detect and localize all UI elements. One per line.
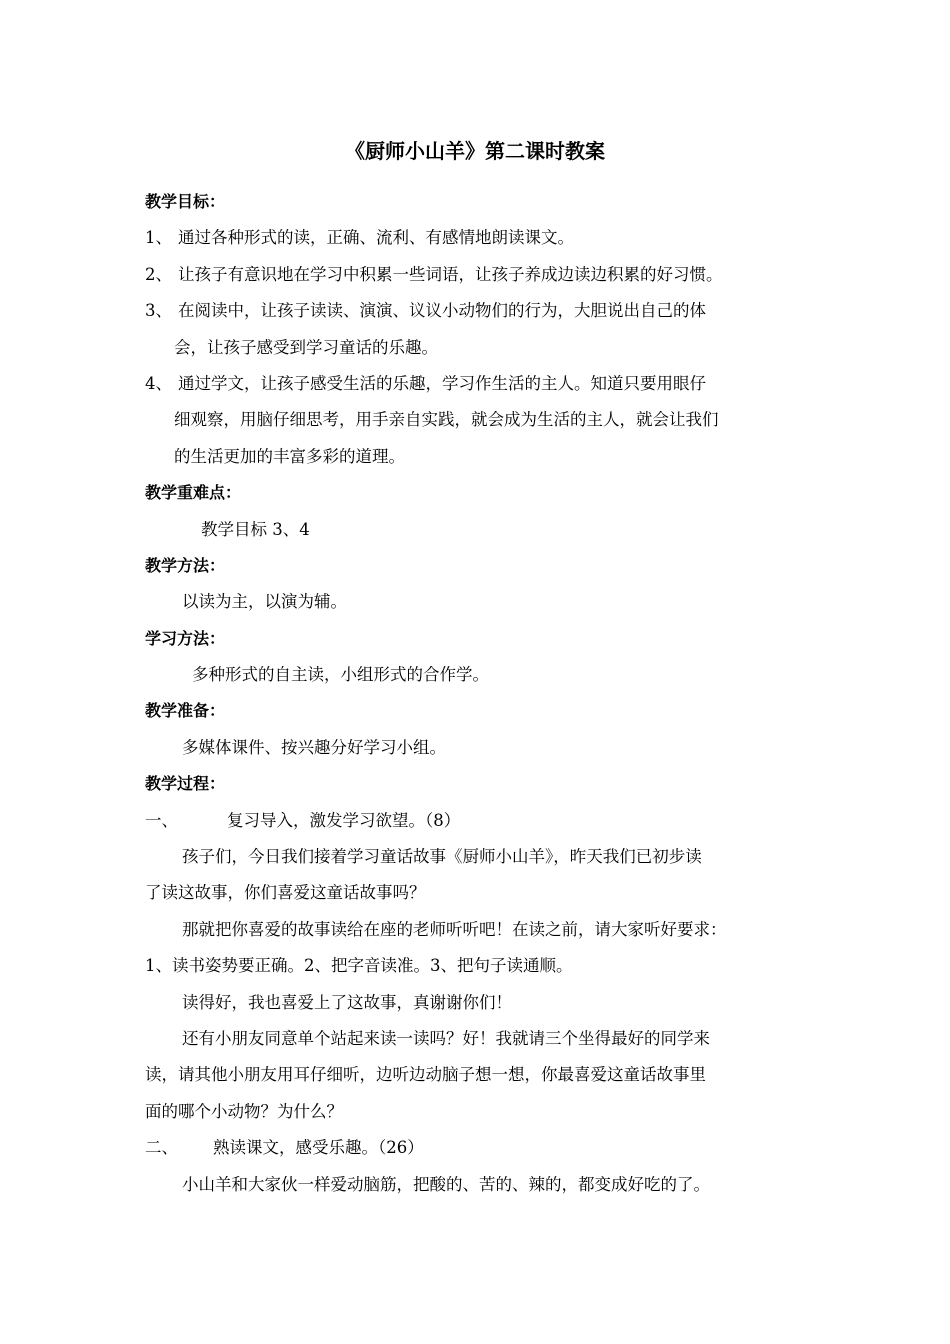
objective-text: 让孩子有意识地在学习中积累一些词语，让孩子养成边读边积累的好习惯。 bbox=[178, 264, 723, 284]
objective-number: 3、 bbox=[145, 301, 172, 321]
preparation-heading: 教学准备： bbox=[145, 701, 226, 721]
objective-item-1 bbox=[145, 220, 815, 256]
page-title: 《厨师小山羊》第二课时教案 bbox=[345, 139, 605, 163]
objective-number: 1、 bbox=[145, 228, 172, 248]
process-heading: 教学过程： bbox=[145, 774, 226, 794]
objective-text: 通过学文，让孩子感受生活的乐趣，学习作生活的主人。知道只要用眼仔 bbox=[178, 373, 706, 393]
teaching-method-heading: 教学方法： bbox=[145, 555, 226, 575]
objective-item-3 bbox=[145, 293, 815, 329]
key-points-text: 教学目标 3、4 bbox=[201, 519, 310, 539]
paragraph-line: 孩子们，今日我们接着学习童话故事《厨师小山羊》，昨天我们已初步读 bbox=[182, 847, 702, 867]
paragraph-line: 还有小朋友同意单个站起来读一读吗？好！我就请三个坐得最好的同学来 bbox=[182, 1028, 710, 1048]
paragraph-line: 那就把你喜爱的故事读给在座的老师听听吧！在读之前，请大家听好要求： bbox=[182, 919, 727, 939]
paragraph-line: 面的哪个小动物？为什么？ bbox=[145, 1101, 343, 1121]
learning-method-text: 多种形式的自主读，小组形式的合作学。 bbox=[192, 665, 489, 685]
paragraph-line: 小山羊和大家伙一样爱动脑筋，把酸的、苦的、辣的，都变成好吃的了。 bbox=[182, 1174, 710, 1194]
paragraph-line: 读得好，我也喜爱上了这故事，真谢谢你们！ bbox=[182, 992, 512, 1012]
objective-item-4 bbox=[145, 366, 815, 402]
objective-continuation: 的生活更加的丰富多彩的道理。 bbox=[174, 446, 405, 466]
objective-continuation: 会，让孩子感受到学习童话的乐趣。 bbox=[174, 337, 438, 357]
document-body bbox=[145, 184, 815, 1203]
objective-number: 4、 bbox=[145, 373, 172, 393]
objective-number: 2、 bbox=[145, 264, 172, 284]
section-number: 二、 bbox=[145, 1138, 178, 1158]
section-title-text: 复习导入，激发学习欲望。（8） bbox=[227, 810, 461, 830]
section-1-title bbox=[145, 803, 815, 839]
paragraph-line: 了读这故事，你们喜爱这童话故事吗？ bbox=[145, 883, 426, 903]
section-number: 一、 bbox=[145, 810, 178, 830]
objective-text: 在阅读中，让孩子读读、演演、议议小动物们的行为，大胆说出自己的体 bbox=[178, 301, 706, 321]
paragraph-line: 1、读书姿势要正确。2、把字音读准。3、把句子读通顺。 bbox=[145, 956, 573, 976]
learning-method-heading: 学习方法： bbox=[145, 628, 226, 648]
objectives-heading: 教学目标： bbox=[145, 192, 226, 211]
objective-item-2 bbox=[145, 257, 815, 293]
paragraph-line: 读，请其他小朋友用耳仔细听，边听边动脑子想一想，你最喜爱这童话故事里 bbox=[145, 1065, 706, 1085]
objective-text: 通过各种形式的读，正确、流利、有感情地朗读课文。 bbox=[178, 228, 574, 248]
teaching-method-text: 以读为主，以演为辅。 bbox=[182, 592, 347, 612]
section-2-title bbox=[145, 1130, 815, 1166]
section-title-text: 熟读课文，感受乐趣。（26） bbox=[213, 1138, 424, 1158]
objective-continuation: 细观察，用脑仔细思考，用手亲自实践，就会成为生活的主人，就会让我们 bbox=[174, 410, 719, 430]
key-points-heading: 教学重难点： bbox=[145, 483, 242, 503]
preparation-text: 多媒体课件、按兴趣分好学习小组。 bbox=[182, 737, 446, 757]
